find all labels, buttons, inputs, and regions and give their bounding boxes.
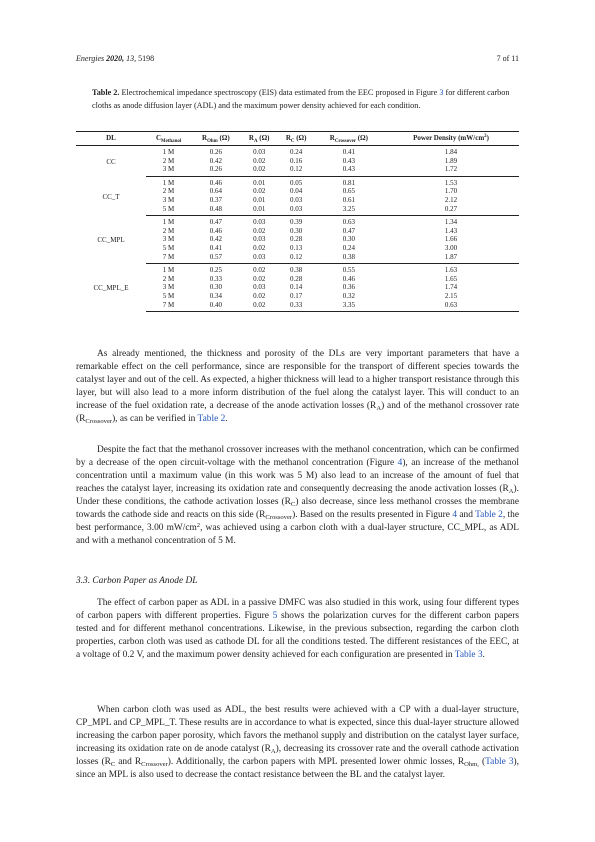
table-cell: 0.46 — [209, 226, 223, 235]
table-cell: 0.55 — [342, 266, 355, 275]
table-cell: 0.02 — [253, 156, 266, 165]
table-link[interactable]: Table 2 — [197, 414, 226, 425]
header-power-density: Power Density $(mW/cm^2)$ — [383, 132, 519, 146]
eis-table — [76, 131, 519, 312]
table-cell: 1.89 — [444, 156, 458, 165]
table-row — [76, 176, 519, 187]
table-cell: 0.02 — [241, 301, 278, 312]
table-cell: 1.43 — [444, 226, 458, 235]
table-cell: 7 M — [146, 301, 191, 312]
table-cell: 1 M — [162, 148, 175, 156]
table-cell: 0.24 — [342, 243, 355, 252]
table-cell: 2 M — [162, 226, 175, 235]
table-cell: 0.43 — [342, 156, 355, 165]
table-caption: Table 2. Electrochemical impedance spectroscopy (EIS) data estimated from the EEC proposed in Figure 3 for different carbon cloths as anode diffusion layer (ADL) and the maximum power density achieved for each condition. — [92, 88, 510, 110]
table-cell: 1.34 — [444, 218, 458, 227]
table-cell: 0.03 — [253, 235, 266, 244]
table-cell: 0.27 — [383, 205, 519, 216]
table-cell: 0.01 — [241, 205, 278, 216]
table-cell: 0.03 — [278, 205, 315, 216]
table-cell: 0.38 — [290, 266, 303, 275]
table-cell: 0.48 — [191, 205, 241, 216]
table-cell: 5 M — [146, 205, 191, 216]
table-cell: 0.02 — [253, 226, 266, 235]
header-dl: DL — [76, 132, 146, 146]
table-cell: 0.12 — [278, 165, 315, 176]
table-cell: 0.03 — [253, 283, 266, 292]
dl-cell: CC — [106, 157, 116, 166]
table-cell: 0.42 — [209, 235, 223, 244]
table-cell: 0.38 — [315, 253, 383, 264]
table-cell: 1.84 — [444, 148, 458, 156]
dl-cell: CC_MPL — [97, 236, 125, 245]
table-cell: 0.26 — [191, 165, 241, 176]
table-cell: 0.32 — [342, 291, 355, 300]
table-cell: 3 M — [162, 235, 175, 244]
table-cell: 0.02 — [253, 291, 266, 300]
table-cell: 0.57 — [191, 253, 241, 264]
page-number: 7 of 11 — [496, 54, 519, 63]
figure-link[interactable]: 4 — [452, 510, 458, 521]
table-cell: 3 M — [146, 165, 191, 176]
table-cell: 0.30 — [209, 283, 223, 292]
table-cell: 0.03 — [241, 253, 278, 264]
table-row — [76, 146, 519, 157]
table-cell: 1 M — [162, 178, 175, 187]
table-cell: 1 M — [162, 218, 175, 227]
table-link[interactable]: Table 2 — [475, 510, 503, 521]
header-r-crossover: $R_{Crossover}$ (Ω) — [315, 132, 383, 146]
table-cell: 1.66 — [444, 235, 458, 244]
table-cell: 1.72 — [383, 165, 519, 176]
table-cell: 0.43 — [315, 165, 383, 176]
figure-link[interactable]: 4 — [397, 458, 403, 469]
table-cell: 0.46 — [342, 274, 355, 283]
table-cell: 1.63 — [444, 266, 458, 275]
table-link[interactable]: Table 3 — [485, 757, 514, 768]
table-cell: 0.02 — [253, 274, 266, 283]
table-cell: 0.41 — [342, 148, 355, 156]
table-header-row — [76, 132, 519, 146]
table-cell: 0.17 — [290, 291, 303, 300]
table-cell: 0.63 — [383, 301, 519, 312]
table-row — [76, 216, 519, 227]
header-r-ohm: $R_{Ohm}$ (Ω) — [191, 132, 241, 146]
table-cell: 0.61 — [342, 195, 355, 204]
table-cell: 1.53 — [444, 178, 458, 187]
table-label: Table 2. — [92, 88, 120, 97]
paragraph-carbon-cloth-results: When carbon cloth was used as ADL, the best results were achieved with a CP with a dual-layer structure, CP_MPL and CP_MPL_T. These results are in accordance to what is expected, since this dual-layer structure allowed increasing the carbon paper porosity, which favors the methanol supply and distribution on the catalyst layer surface, increasing its oxidation rate on de anode catalyst $(R_A)$, decreasing its crossover rate and the overall cathode activation losses ($R_C$ and $R_{Crossover}$). Additionally, the carbon papers with MPL presented lower ohmic losses, $R_{Ohm,}$ (Table 3), since an MPL is also used to decrease the contact resistance between the BL and the catalyst layer. — [76, 705, 519, 781]
table-cell: 1.70 — [444, 187, 458, 196]
table-cell: 0.01 — [253, 195, 266, 204]
table-cell: 0.46 — [209, 178, 223, 187]
table-cell: 1.87 — [383, 253, 519, 264]
table-cell: 3 M — [162, 283, 175, 292]
table-cell: 3.25 — [315, 205, 383, 216]
table-cell: 7 M — [146, 253, 191, 264]
table-cell: 0.64 — [209, 187, 223, 196]
paragraph-dl-thickness: As already mentioned, the thickness and porosity of the DLs are very important parameters that have a remarkable effect on the cell performance, since are responsible for the transport of different species towards the catalyst layer and out of the cell. As expected, a higher thickness will lead to a higher transport resistance through this layer, but will also lead to a more inform distribution of the fuel along the catalyst layer. This will conduct to an increase of the fuel oxidation rate, a decrease of the anode activation losses $(R_A)$ and of the methanol crossover rate $(R_{Crossover})$, as can be verified in Table 2. — [76, 349, 520, 426]
table-row — [76, 264, 519, 275]
table-cell: 0.37 — [209, 195, 223, 204]
table-cell: 2 M — [162, 187, 175, 196]
table-cell: 0.16 — [290, 156, 303, 165]
table-cell: 5 M — [162, 243, 175, 252]
table-cell: 0.24 — [290, 148, 303, 156]
table-cell: 0.36 — [342, 283, 355, 292]
table-cell: 0.14 — [290, 283, 303, 292]
table-cell: 0.40 — [191, 301, 241, 312]
dl-cell: CC_MPL_E — [93, 284, 129, 293]
table-cell: 2 M — [162, 274, 175, 283]
table-cell: 0.65 — [342, 187, 355, 196]
dl-cell: CC_T — [102, 192, 120, 201]
table-cell: 2.12 — [444, 195, 458, 204]
table-cell: 0.28 — [290, 235, 303, 244]
table-cell: 1.74 — [444, 283, 458, 292]
table-cell: 0.33 — [278, 301, 315, 312]
section-heading: 3.3. Carbon Paper as Anode DL — [76, 576, 198, 586]
table-cell: 0.02 — [253, 243, 266, 252]
table-cell: 0.81 — [342, 178, 355, 187]
table-cell: 0.33 — [209, 274, 223, 283]
table-link[interactable]: Table 3 — [454, 650, 483, 661]
header-r-a: $R_A$ (Ω) — [241, 132, 278, 146]
table-cell: 0.02 — [241, 165, 278, 176]
table-cell: 0.34 — [209, 291, 223, 300]
paragraph-carbon-paper: The effect of carbon paper as ADL in a passive DMFC was also studied in this work, using four different types of carbon papers with different properties. Figure 5 shows the polarization curves for the different carbon papers tested and for different methanol concentrations. Likewise, in the previous subsection, regarding the carbon cloth properties, carbon cloth was used as cathode DL for all the conditions tested. The different resistances of the EEC, at a voltage of 0.2 V, and the maximum power density achieved for each configuration are presented in Table 3. — [76, 598, 519, 661]
table-cell: 0.25 — [209, 266, 223, 275]
table-cell: 2 M — [162, 156, 175, 165]
table-cell: 0.02 — [253, 187, 266, 196]
table-cell: 1 M — [162, 266, 175, 275]
table-cell: 0.30 — [290, 226, 303, 235]
header-r-c: $R_C$ (Ω) — [278, 132, 315, 146]
table-cell: 5 M — [162, 291, 175, 300]
table-cell: 0.39 — [290, 218, 303, 227]
table-cell: 0.63 — [342, 218, 355, 227]
figure-link[interactable]: 3 — [439, 88, 444, 97]
table-cell: 0.28 — [290, 274, 303, 283]
figure-link[interactable]: 5 — [272, 611, 278, 622]
table-cell: 0.26 — [209, 148, 223, 156]
table-cell: 0.05 — [290, 178, 303, 187]
paragraph-methanol-crossover: Despite the fact that the methanol crossover increases with the methanol concentration, which can be confirmed by a decrease of the open circuit-voltage with the methanol concentration (Figure 4), an increase of the methanol concentration until a maximum value (in this work was 5 M) also lead to an increase of the amount of fuel that reaches the catalyst layer, increasing its oxidation rate and consequently decreasing the anode activation losses $(R_A)$. Under these conditions, the cathode activation losses $(R_C)$ also decrease, since less methanol crosses the membrane towards the cathode side and reacts on this side $(R_{Crossover})$. Based on the results presented in Figure 4 and Table 2, the best performance, 3.00 $mW/cm^2$, was achieved using a carbon cloth with a dual-layer structure, CC_MPL, as ADL and with a methanol concentration of 5 M. — [76, 445, 520, 547]
table-cell: 0.13 — [290, 243, 303, 252]
table-body — [76, 146, 519, 312]
page-header — [76, 54, 519, 66]
header-c-methanol: $C_{Methanol}$ — [146, 132, 191, 146]
table-cell: 0.41 — [209, 243, 223, 252]
table-cell: 0.03 — [290, 195, 303, 204]
table-cell: 0.01 — [253, 178, 266, 187]
table-cell: 0.12 — [278, 253, 315, 264]
table-cell: 0.03 — [253, 148, 266, 156]
journal-citation: Energies 2020, 13, 5198 — [76, 54, 155, 63]
table-cell: 0.30 — [342, 235, 355, 244]
table-cell: 3.00 — [444, 243, 458, 252]
table-cell: 1.65 — [444, 274, 458, 283]
table-cell: 0.47 — [342, 226, 355, 235]
table-cell: 0.02 — [253, 266, 266, 275]
table-cell: 2.15 — [444, 291, 458, 300]
table-cell: 0.04 — [290, 187, 303, 196]
table-cell: 0.47 — [209, 218, 223, 227]
table-cell: 0.03 — [253, 218, 266, 227]
table-cell: 3.35 — [315, 301, 383, 312]
table-cell: 3 M — [162, 195, 175, 204]
table-cell: 0.42 — [209, 156, 223, 165]
